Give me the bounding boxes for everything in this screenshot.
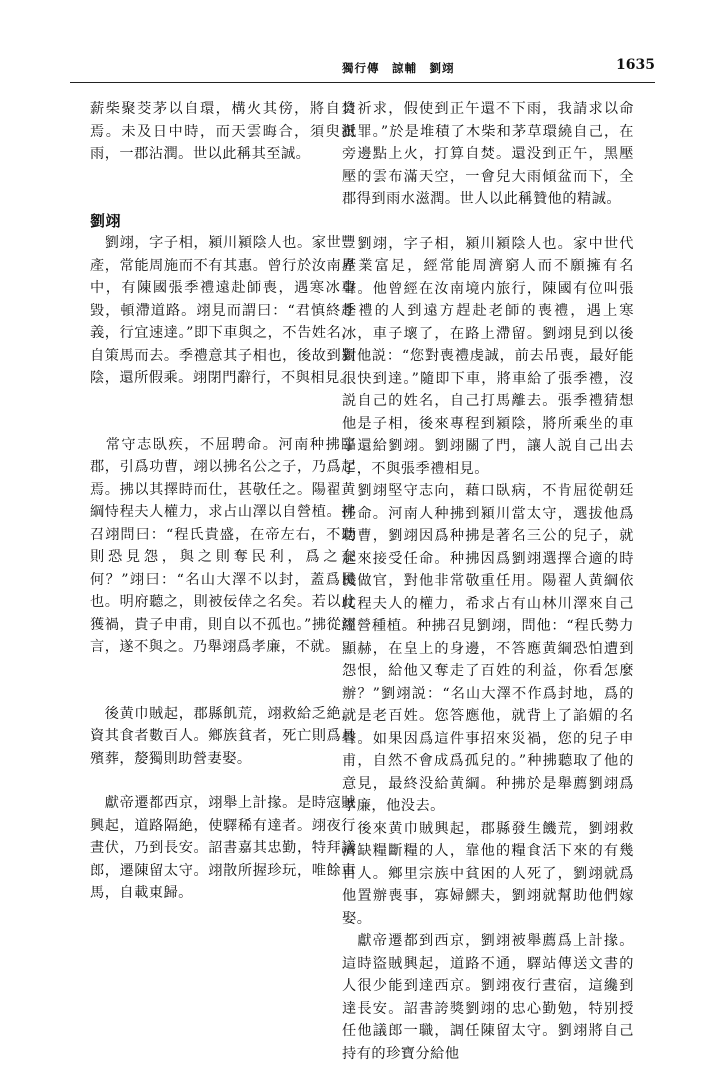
right-paragraph-4: 後來黄巾賊興起，郡縣發生饑荒，劉翊救濟缺糧斷糧的人，靠他的糧食活下來的有幾百人。鄉里宗族中貧困的人死了，劉翊就爲他置辦喪事，寡婦鰥夫，劉翊就幫助他們嫁娶。 bbox=[342, 820, 634, 927]
running-title: 獨行傳 諒輔 劉翊 bbox=[342, 61, 455, 75]
right-paragraph-2: 劉翊，字子相，潁川潁陰人也。家中世代產業富足，經常能周濟窮人而不願擁有名聲。他曾經在汝南境内旅行，陳國有位叫張季禮的人到遠方趕赴老師的喪禮，遇上寒冰，車子壞了，在路上滯留。劉翊見到以後對他説：“您對喪禮虔誠，前去吊喪，最好能很快到達。”隨即下車，將車給了張季禮，沒説自己的姓名，自己打馬離去。張季禮猜想他是子相，後來專程到潁陰，將所乘坐的車子還給劉翊。劉翊關了門，讓人説自己出去了，不與張季禮相見。 bbox=[342, 235, 634, 477]
right-paragraph-1: 自祈求，假使到正午還不下雨，我請求以命抵罪。”於是堆積了木柴和茅草環繞自己，在旁邊點上火，打算自焚。還没到正午，黑壓壓的雲布滿天空，一會兒大雨傾盆而下，全郡得到雨水滋潤。世人以此稱贊他的精誠。 bbox=[342, 101, 634, 207]
section-title: 劉翊 bbox=[90, 211, 122, 230]
left-paragraph-4: 後黄巾賊起，郡縣飢荒，翊救給乏絶，資其食者數百人。鄉族貧者，死亡則爲具殯葬，嫠獨則助營妻娶。 bbox=[90, 705, 356, 767]
right-paragraph-5: 獻帝遷都到西京，劉翊被舉薦爲上計掾。這時盜賊興起，道路不通，驛站傳送文書的人很少能到達西京。劉翊夜行晝宿，這纔到達長安。詔書誇獎劉翊的忠心勤勉，特别授任他議郎一職，調任陳留太守。劉翊將自己持有的珍寶分給他 bbox=[342, 933, 634, 1062]
page-header bbox=[70, 57, 655, 83]
left-paragraph-1: 薪柴聚茭茅以自環，構火其傍，將自焚焉。未及日中時，而天雲晦合，須臾澍雨，一郡沾潤。世以此稱其至誠。 bbox=[90, 101, 356, 162]
left-paragraph-2: 劉翊，字子相，潁川潁陰人也。家世豐產，常能周施而不有其惠。曾行於汝南界中，有陳國張季禮遠赴師喪，遇寒冰車毀，頓滯道路。翊見而謂曰：“君慎終赴義，行宜速達。”即下車與之，不告姓名，自策馬而去。季禮意其子相也，後故到潁陰，還所假乘。翊閉門辭行，不與相見。 bbox=[90, 235, 356, 386]
right-column-translation bbox=[342, 98, 634, 1065]
right-paragraph-3: 劉翊堅守志向，藉口臥病，不肯屈從朝廷任命。河南人种拂到潁川當太守，選拔他爲功曹，劉翊因爲种拂是著名三公的兒子，就起來接受任命。种拂因爲劉翊選擇合適的時機做官，對他非常敬重任用。陽翟人黄綱依仗程夫人的權力，希求占有山林川澤來自己經營種植。种拂召見劉翊，問他：“程氏勢力顯赫，在皇上的身邊，不答應黄綱恐怕遭到怨恨，給他又奪走了百姓的利益，你看怎麼辦？”劉翊説：“名山大澤不作爲封地，爲的就是老百姓。您答應他，就背上了諂媚的名聲。如果因爲這件事招來災禍，您的兒子申甫，自然不會成爲孤兒的。”种拂聽取了他的意見，最終没給黄綱。种拂於是舉薦劉翊爲孝廉，他没去。 bbox=[342, 483, 634, 814]
left-column-classical-text bbox=[90, 98, 356, 905]
left-paragraph-3: 常守志臥疾，不屈聘命。河南种拂臨郡，引爲功曹，翊以拂名公之子，乃爲起焉。拂以其擇時而仕，甚敬任之。陽翟黄綱恃程夫人權力，求占山澤以自營植。拂召翊問曰：“程氏貴盛，在帝左右，不聽則恐見怨，與之則奪民利，爲之奈何？”翊曰：“名山大澤不以封，蓋爲民也。明府聽之，則被佞倖之名矣。若以此獲禍，貴子申甫，則自以不孤也。”拂從翊言，遂不與之。乃舉翊爲孝廉，不就。 bbox=[90, 436, 356, 655]
page-number: 1635 bbox=[616, 57, 655, 73]
left-paragraph-5: 獻帝遷都西京，翊舉上計掾。是時寇賊興起，道路隔絶，使驛稀有達者。翊夜行晝伏，乃到長安。詔書嘉其忠勤，特拜議郎，遷陳留太守。翊散所握珍玩，唯餘車馬，自載東歸。 bbox=[90, 795, 356, 901]
